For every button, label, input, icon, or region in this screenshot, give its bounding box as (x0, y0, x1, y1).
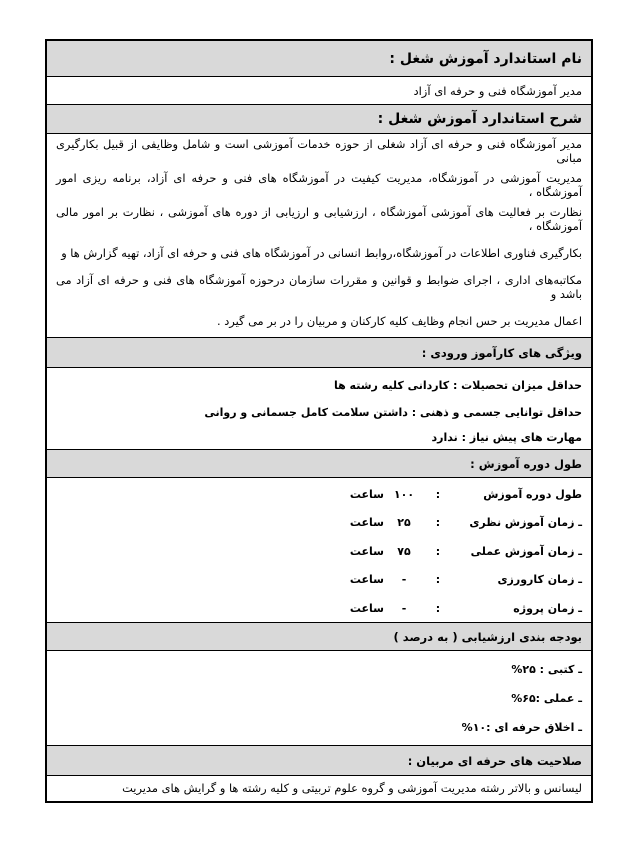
course-unit: ساعت (349, 601, 384, 615)
course-row (56, 537, 582, 566)
entry-body (47, 368, 591, 450)
description-line: مدیر آموزشگاه فنی و حرفه ای آزاد شغلی از حوزه خدمات آموزشی است و شامل وظایفی از قبیل بکارگیری مبانی (56, 137, 582, 165)
eval-line: ـ کتبی : ۲۵% (511, 663, 582, 676)
entry-line: حداقل میزان تحصیلات : کاردانی کلیه رشته ها (333, 379, 582, 392)
course-unit: ساعت (349, 544, 384, 558)
course-row (56, 566, 582, 595)
course-label: طول دوره آموزش (483, 487, 582, 501)
course-value: - (401, 573, 407, 587)
entry-line: حداقل توانایی جسمی و ذهنی : داشتن سلامت کامل جسمانی و روانی (204, 406, 582, 419)
job-title: مدیر آموزشگاه فنی و حرفه ای آزاد (47, 77, 591, 105)
eval-header: بودجه بندی ارزشیابی ( به درصد ) (47, 623, 591, 651)
course-label: ـ زمان آموزش عملی (470, 544, 582, 558)
course-label: ـ زمان کارورزی (497, 573, 582, 587)
course-value: - (401, 601, 407, 615)
eval-line: ـ عملی :۶۵% (511, 692, 582, 705)
course-unit: ساعت (349, 487, 384, 501)
course-label: ـ زمان آموزش نظری (469, 516, 582, 530)
description-body (47, 134, 591, 338)
qualification-header: صلاحیت های حرفه ای مربیان : (47, 746, 591, 776)
course-row (56, 594, 582, 623)
course-unit: ساعت (349, 573, 384, 587)
course-unit: ساعت (349, 516, 384, 530)
course-value: ۲۵ (397, 516, 411, 530)
course-row (56, 480, 582, 509)
course-value: ۷۵ (397, 544, 411, 558)
course-label: ـ زمان پروژه (513, 601, 582, 615)
eval-body (47, 651, 591, 746)
course-body (47, 478, 591, 623)
course-row (56, 509, 582, 538)
description-line: مکاتبه‌های اداری ، اجرای ضوابط و قوانین و مقررات سازمان درحوزه آموزشگاه های فنی و حرفه ای آزاد می باشد و (56, 273, 582, 301)
course-colon: : (435, 544, 441, 558)
description-line: نظارت بر فعالیت های آموزشی آموزشگاه ، ارزشیابی و ارزیابی از دوره های آموزشی ، نظارت بر امور مالی آموزشگاه ، (56, 205, 582, 233)
qualification: لیسانس و بالاتر رشته مدیریت آموزشی و گروه علوم تربیتی و کلیه رشته ها و گرایش های مدیریت (122, 780, 582, 795)
entry-line: مهارت های پیش نیاز : ندارد (431, 430, 582, 444)
standard-form (45, 39, 593, 803)
job-title-header: نام استاندارد آموزش شغل : (47, 41, 591, 77)
entry-header: ویژگی های کارآموز ورودی : (47, 338, 591, 368)
course-colon: : (435, 487, 441, 501)
course-colon: : (435, 573, 441, 587)
eval-line: ـ اخلاق حرفه ای :۱۰% (461, 721, 582, 734)
course-value: ۱۰۰ (393, 487, 415, 501)
description-line: اعمال مدیریت بر حس انجام وظایف کلیه کارکنان و مربیان را در بر می گیرد . (216, 314, 582, 328)
description-line: بکارگیری فناوری اطلاعات در آموزشگاه،روابط انسانی در آموزشگاه های فنی و حرفه ای آزاد، تهیه گزارش ها و (61, 246, 582, 260)
course-colon: : (435, 601, 441, 615)
course-header: طول دوره آموزش : (47, 450, 591, 478)
course-colon: : (435, 516, 441, 530)
description-header: شرح استاندارد آموزش شغل : (47, 105, 591, 134)
description-line: مدیریت آموزشی در آموزشگاه، مدیریت کیفیت در آموزشگاه های فنی و حرفه ای آزاد، برنامه ریزی امور آموزشگاه ، (56, 171, 582, 199)
